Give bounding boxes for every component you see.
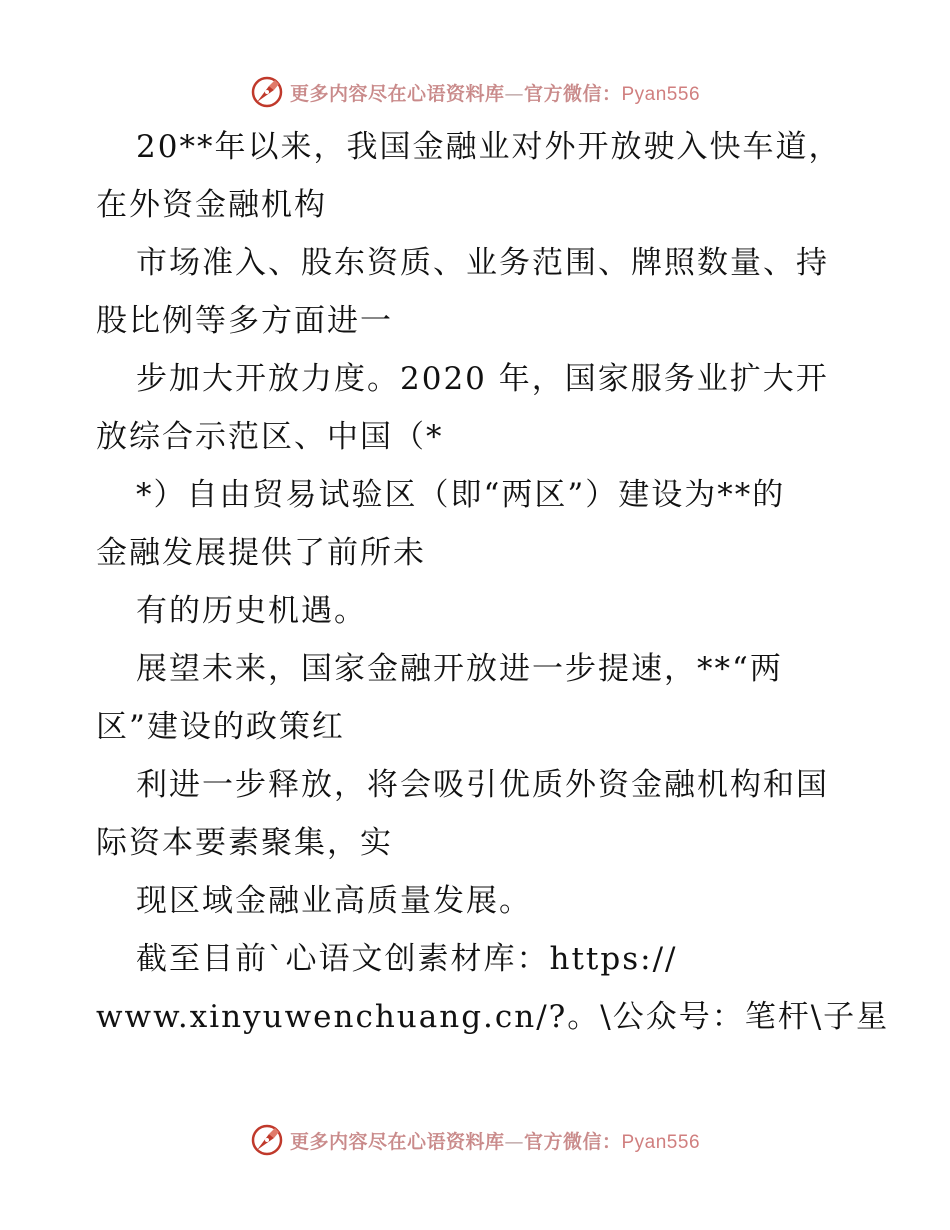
- body-line: 展望未来，国家金融开放进一步提速，**“两: [136, 651, 783, 687]
- header-banner: [250, 72, 700, 112]
- body-line: 市场准入、股东资质、业务范围、牌照数量、持: [136, 245, 829, 281]
- footer-brand: 更多内容尽在心语资料库: [289, 1130, 505, 1153]
- pen-nib-logo-icon: [250, 75, 284, 109]
- body-line: *）自由贸易试验区（即“两区”）建设为**的: [136, 477, 786, 513]
- footer-wechat-id: Pyan556: [621, 1131, 701, 1153]
- body-line: 际资本要素聚集，实: [96, 825, 393, 861]
- page-header: [0, 72, 950, 112]
- body-line: 步加大开放力度。2020 年，国家服务业扩大开: [136, 361, 829, 397]
- body-line: www.xinyuwenchuang.cn/?。\公众号：笔杆\子星: [96, 999, 890, 1035]
- header-wechat-id: Pyan556: [621, 83, 701, 105]
- body-line: 股比例等多方面进一: [96, 303, 393, 339]
- body-line: 金融发展提供了前所未: [96, 535, 426, 571]
- body-line: 利进一步释放，将会吸引优质外资金融机构和国: [136, 767, 829, 803]
- body-line: 放综合示范区、中国（*: [96, 419, 444, 455]
- body-line: 截至目前`心语文创素材库：https://: [136, 941, 678, 977]
- body-line: 在外资金融机构: [96, 187, 327, 223]
- pen-nib-logo-icon: [250, 1123, 284, 1157]
- footer-separator: —: [504, 1130, 524, 1153]
- body-line: 20**年以来，我国金融业对外开放驶入快车道，: [136, 129, 842, 165]
- body-line: 有的历史机遇。: [136, 593, 367, 629]
- document-body: [96, 118, 890, 1046]
- footer-banner: [250, 1120, 700, 1160]
- page-footer: [0, 1120, 950, 1160]
- body-line: 现区域金融业高质量发展。: [136, 883, 532, 919]
- header-separator: —: [504, 82, 524, 105]
- footer-text: [290, 1127, 700, 1154]
- footer-wechat-label: 官方微信：: [523, 1130, 622, 1153]
- header-wechat-label: 官方微信：: [523, 82, 622, 105]
- header-text: [290, 79, 700, 106]
- header-brand: 更多内容尽在心语资料库: [289, 82, 505, 105]
- body-line: 区”建设的政策红: [96, 709, 345, 745]
